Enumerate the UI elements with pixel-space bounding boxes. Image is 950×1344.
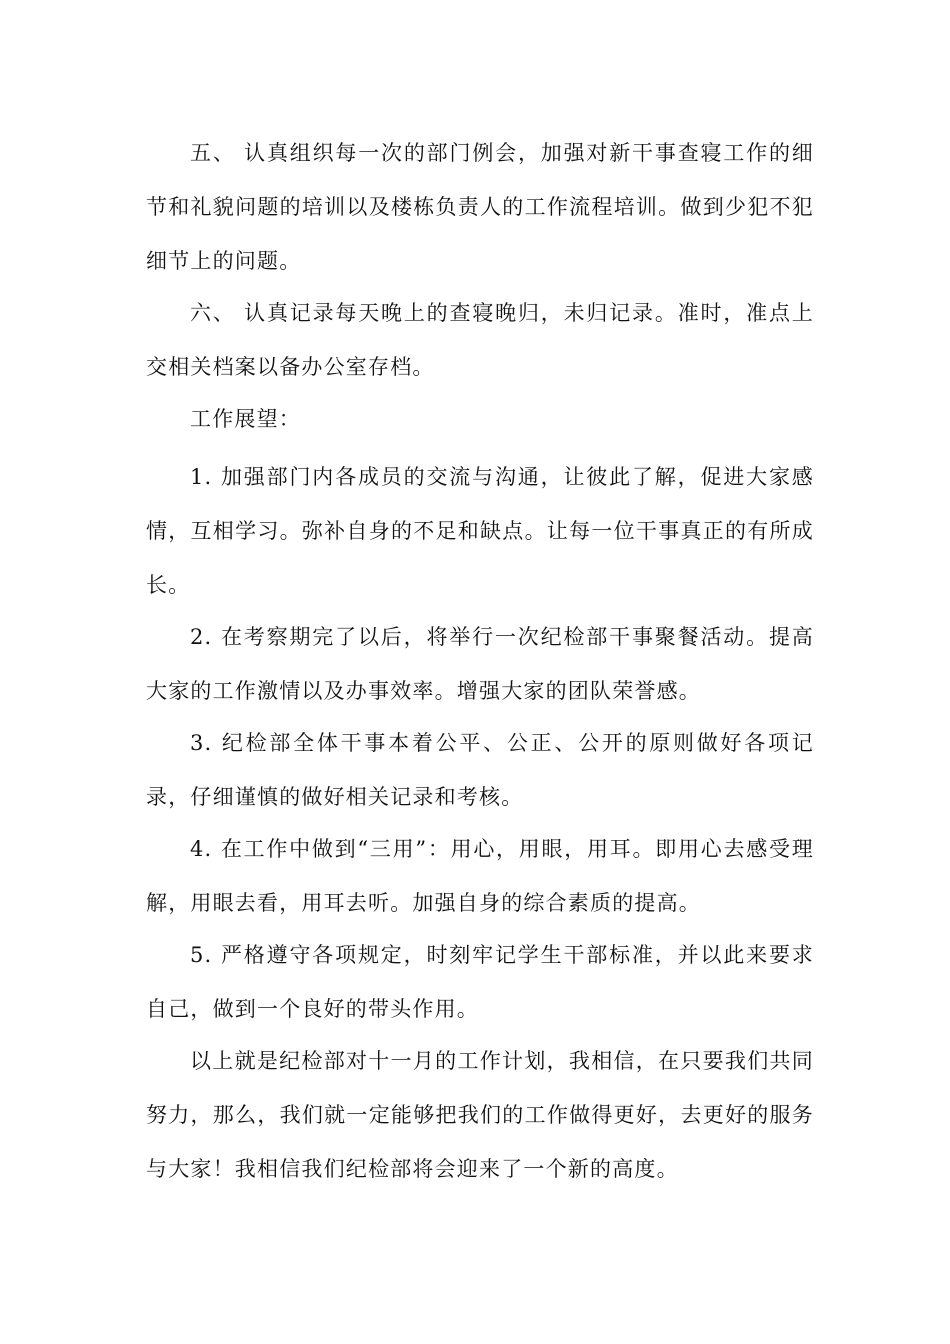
outlook-item-3: 3. 纪检部全体干事本着公平、公正、公开的原则做好各项记录，仔细谨慎的做好相关记录和考核。 [146, 731, 814, 809]
outlook-item-2: 2. 在考察期完了以后，将举行一次纪检部干事聚餐活动。提高大家的工作激情以及办事效率。增强大家的团队荣誉感。 [146, 625, 814, 703]
paragraph-item-5: 五、 认真组织每一次的部门例会，加强对新干事查寝工作的细节和礼貌问题的培训以及楼栋负责人的工作流程培训。做到少犯不犯细节上的问题。 [146, 141, 814, 273]
outlook-item-5: 5. 严格遵守各项规定，时刻牢记学生干部标准，并以此来要求自己，做到一个良好的带头作用。 [146, 943, 814, 1021]
section-heading-outlook: 工作展望： [190, 407, 301, 431]
outlook-item-4: 4. 在工作中做到“三用”：用心，用眼，用耳。即用心去感受理解，用眼去看，用耳去听。加强自身的综合素质的提高。 [146, 837, 814, 915]
outlook-item-1: 1. 加强部门内各成员的交流与沟通，让彼此了解，促进大家感情，互相学习。弥补自身的不足和缺点。让每一位干事真正的有所成长。 [146, 465, 814, 597]
paragraph-item-6: 六、 认真记录每天晚上的查寝晚归，未归记录。准时，准点上交相关档案以备办公室存档。 [146, 301, 814, 379]
closing-paragraph: 以上就是纪检部对十一月的工作计划，我相信，在只要我们共同努力，那么，我们就一定能够把我们的工作做得更好，去更好的服务与大家！我相信我们纪检部将会迎来了一个新的高度。 [146, 1049, 814, 1181]
